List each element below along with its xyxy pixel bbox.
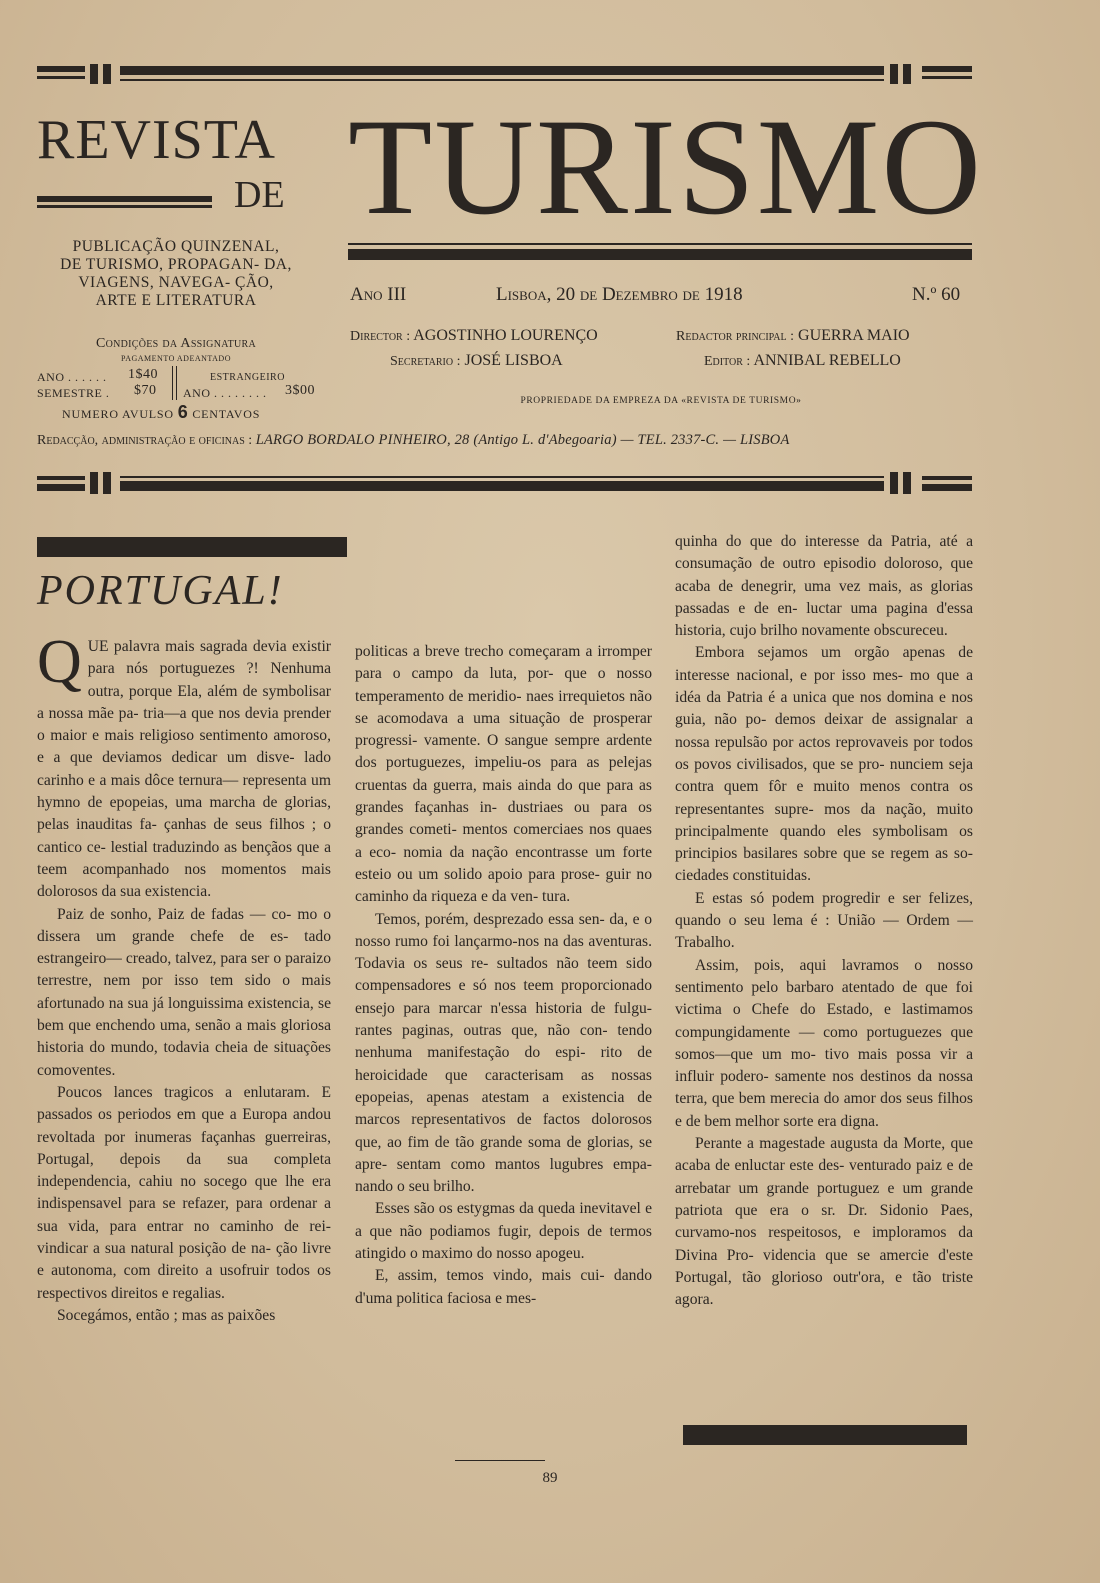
avulso-post: CENTAVOS bbox=[192, 407, 261, 421]
avulso-pre: NUMERO AVULSO bbox=[62, 407, 174, 421]
issue-date: Lisboa, 20 de Dezembro de 1918 bbox=[496, 284, 743, 305]
price-divider-2 bbox=[176, 366, 177, 400]
secretario-line bbox=[390, 352, 563, 370]
footer-rule bbox=[455, 1460, 545, 1461]
paragraph: Assim, pois, aqui lavramos o nosso sentimento pelo barbaro atentado de que foi victima o Chefe do Estado, e lastimamos compungidamente — como portuguezes que somos—que um mo- tivo mais possa vir a influir podero- samente nos destinos da nossa terra, que bem merecia do amor dos seus filhos e de bem melhor sorte era digna. bbox=[675, 956, 973, 1130]
dropcap: Q bbox=[37, 628, 82, 696]
masthead-turismo: TURISMO bbox=[348, 90, 984, 243]
ano-price: 1$40 bbox=[128, 367, 158, 382]
paragraph: Esses são os estygmas da queda inevitavel e a que não podiamos fugir, depois de termos atingido o maximo do nosso apogeu. bbox=[355, 1200, 652, 1263]
title-rule bbox=[348, 249, 972, 260]
address-line bbox=[37, 432, 973, 449]
propriedade: PROPRIEDADE DA EMPREZA DA «REVISTA DE TURISMO» bbox=[520, 396, 802, 406]
paragraph: Perante a magestade augusta da Morte, que acaba de enluctar este des- venturado paiz e de arrebatar um grande portuguez e um grande patriota que era o sr. Dr. Sidonio Paes, curvamo-nos respeitosos, e imploramos da Divina Pro- videncia que se amercie d'este Portugal, tão glorioso outr'ora, e tão triste agora. bbox=[675, 1135, 973, 1309]
editor-line bbox=[704, 352, 901, 370]
semestre-price: $70 bbox=[134, 383, 157, 398]
paragraph: E, assim, temos vindo, mais cui- dando d'uma politica faciosa e mes- bbox=[355, 1267, 652, 1307]
estrangeiro-label: ESTRANGEIRO bbox=[210, 372, 285, 383]
paragraph: QUE palavra mais sagrada devia existir para nós portuguezes ?! Nenhuma outra, porque Ela, além de symbolisar a nossa mãe pa- tria—a que nos devia prender o maior e mais religioso sentimento amoroso, e a que deviamos dedicar um disve- lado carinho e a mais dôce ternura— representa um hymno de epopeias, uma marcha de glorias, pelas inauditas fa- çanhas de seus filhos ; o cantico ce- lestial traduzindo as bençãos que a teem acompanhado nos momentos mais dolorosos da sua existencia. bbox=[37, 628, 331, 901]
secretario-label: Secretario : bbox=[390, 354, 461, 369]
paragraph: Socegámos, então ; mas as paixões bbox=[57, 1306, 276, 1324]
numero-avulso bbox=[62, 402, 294, 423]
paragraph: E estas só podem progredir e ser felizes, quando o seu lema é : União — Ordem — Trabalho. bbox=[675, 889, 973, 952]
article-end-bar bbox=[683, 1425, 967, 1445]
article-column-1 bbox=[37, 628, 331, 1327]
paragraph: Paiz de sonho, Paiz de fadas — co- mo o dissera um grande chefe de es- tado estrangeiro— creado, talvez, para ser o paraizo terrestre, nem por isso tem sido o mais afortunado na sua já longuissima existencia, se bem que enchendo uma, senão a mais gloriosa historia do mundo, todavia cheia de situações comoventes. bbox=[37, 905, 331, 1079]
paragraph: Poucos lances tragicos a enlutaram. E passados os periodos em que a Europa andou revoltada por inumeras façanhas guerreiras, Portugal, depois da sua completa independencia, cahiu no socego que lhe era indispensavel para se refazer, para ordenar a sua vida, para entrar no caminho de rei- vindicar a sua natural posição de na- ção livre e autonoma, com direito a usofruir todos os respectivos direitos e regalias. bbox=[37, 1083, 331, 1302]
paragraph: politicas a breve trecho começaram a irromper para o campo da luta, por- que o nosso temperamento de meridio- naes irrequietos não se acomodava a uma situação de prosperar progressi- vamente. O sangue sempre ardente dos portuguezes, impeliu-os para as pelejas cruentas da guerra, mais ainda do que para as grandes façanhas in- dustriaes ou para os grandes cometi- mentos comerciaes nos quaes a eco- nomia da nação encontrasse um forte esteio ou um solido apoio para prose- guir no caminho da riqueza e da ven- tura. bbox=[355, 643, 652, 906]
de-rule bbox=[37, 196, 212, 202]
masthead-de: DE bbox=[234, 174, 285, 216]
title-rule-thin bbox=[348, 243, 972, 245]
article-column-2 bbox=[355, 641, 652, 1310]
semestre-label: SEMESTRE . bbox=[37, 386, 110, 400]
avulso-number: 6 bbox=[177, 402, 189, 422]
paragraph: quinha do que do interesse da Patria, até a consumação de outro episodio doloroso, que acaba de denegrir, uma vez mais, as glorias passadas e de en- luctar uma pagina d'essa historia, cujo brilho novamente obscureceu. bbox=[675, 533, 973, 640]
editor-label: Editor : bbox=[704, 354, 751, 369]
director-line bbox=[350, 327, 598, 345]
page-number: 89 bbox=[542, 1470, 558, 1486]
redactor-line bbox=[676, 327, 910, 345]
director-label: Director : bbox=[350, 329, 411, 344]
paragraph: Embora sejamos um orgão apenas de interesse nacional, e por isso mes- mo que a idéa da Patria é a unica que nos domina e nos guia, não po- demos deixar de assignalar a nossa repulsão por actos reprovaveis por todos os povos civilisados, que se pro- nunciem seja contra quem fôr e muito menos contra os representantes supre- mos da nação, muito principalmente quando eles symbolisam os principios basilares sobre que se regem as so- ciedades constituidas. bbox=[675, 644, 973, 885]
estrangeiro-ano-price: 3$00 bbox=[285, 383, 315, 398]
secretario-name: JOSÉ LISBOA bbox=[464, 352, 563, 369]
conditions-title: Condições da Assignatura bbox=[95, 336, 257, 351]
price-divider bbox=[172, 366, 173, 400]
estrangeiro-ano-label: ANO . . . . . . . . bbox=[183, 386, 267, 400]
redactor-label: Redactor principal : bbox=[676, 329, 795, 344]
redactor-name: GUERRA MAIO bbox=[798, 327, 910, 344]
issue-year: Ano III bbox=[350, 284, 407, 305]
publication-description: PUBLICAÇÃO QUINZENAL, DE TURISMO, PROPAGAN- DA, VIAGENS, NAVEGA- ÇÃO, ARTE E LITERATURA bbox=[60, 238, 292, 309]
article-column-3 bbox=[675, 531, 973, 1311]
article-title: PORTUGAL! bbox=[37, 568, 284, 614]
title-top-bar bbox=[37, 537, 347, 557]
editor-name: ANNIBAL REBELLO bbox=[753, 352, 901, 369]
masthead-revista: REVISTA bbox=[37, 109, 276, 171]
conditions-subtitle: PAGAMENTO ADEANTADO bbox=[121, 354, 231, 363]
de-rule-thin bbox=[37, 205, 212, 208]
issue-number: N.º 60 bbox=[912, 284, 961, 305]
address-value: LARGO BORDALO PINHEIRO, 28 (Antigo L. d'Abegoaria) — TEL. 2337-C. — LISBOA bbox=[255, 432, 790, 448]
address-label: Redacção, administração e oficinas : bbox=[37, 433, 253, 448]
director-name: AGOSTINHO LOURENÇO bbox=[413, 327, 598, 344]
ano-label: ANO . . . . . . bbox=[37, 370, 107, 384]
paragraph: Temos, porém, desprezado essa sen- da, e o nosso rumo foi lançarmo-nos na das aventuras. Todavia os seus re- sultados não teem sido compensadores e só nos teem proporcionado ensejo para marcar n'essa historia de fulgu- rantes paginas, outras que, não con- tendo nenhuma manifestação do espi- rito de heroicidade que caracterisam as nossas epopeias, apenas atestam a existencia de marcos representativos de factos dolorosos que, ao fim de tão grande soma de glorias, se apre- sentam como mantos lugubres empa- nando o seu brilho. bbox=[355, 910, 652, 1196]
